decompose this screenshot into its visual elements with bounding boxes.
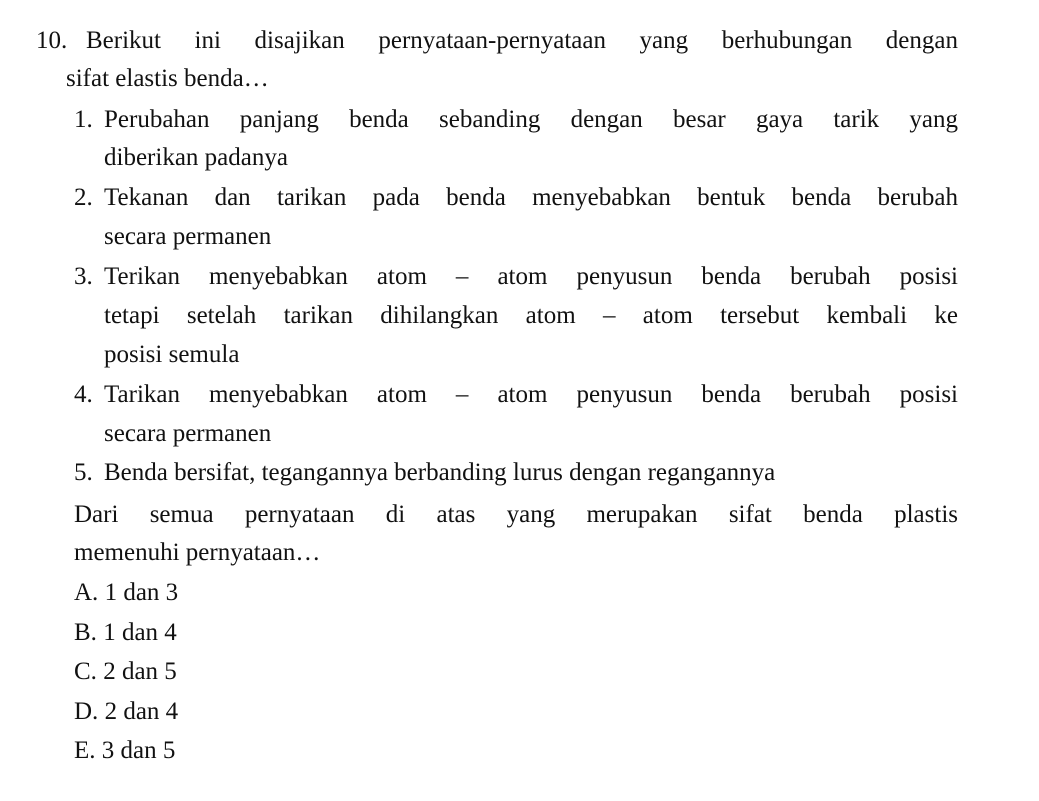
option-c-text: 2 dan 5 (103, 658, 177, 685)
option-a (74, 578, 178, 608)
option-a-letter: A. (74, 579, 99, 606)
statement-1-line1: Perubahan panjang benda sebanding dengan besar gaya tarik yang (104, 106, 958, 133)
option-b-text: 1 dan 4 (103, 619, 177, 646)
question-number: 10. (36, 27, 68, 54)
statement-5-number: 5. (74, 459, 93, 486)
option-e-letter: E. (74, 737, 96, 764)
option-b (74, 618, 177, 648)
prompt-line2: memenuhi pernyataan… (74, 539, 321, 566)
option-a-text: 1 dan 3 (104, 579, 179, 606)
statement-3-line3: posisi semula (104, 341, 240, 368)
statement-5-line1: Benda bersifat, tegangannya berbanding lurus dengan regangannya (104, 459, 776, 486)
prompt-line1: Dari semua pernyataan di atas yang merupakan sifat benda plastis (74, 501, 958, 528)
option-d-text: 2 dan 4 (104, 698, 179, 725)
statement-1-number: 1. (74, 106, 93, 133)
statement-3-number: 3. (74, 263, 93, 290)
statement-4-number: 4. (74, 381, 93, 408)
statement-2-line1: Tekanan dan tarikan pada benda menyebabkan bentuk benda berubah (104, 184, 958, 211)
statement-3-line1: Terikan menyebabkan atom – atom penyusun benda berubah posisi (104, 263, 958, 290)
option-c-letter: C. (74, 658, 97, 685)
statement-3-line2: tetapi setelah tarikan dihilangkan atom – atom tersebut kembali ke (104, 302, 958, 329)
option-e (74, 736, 175, 766)
option-b-letter: B. (74, 619, 97, 646)
question-stem-line2: sifat elastis benda… (66, 65, 269, 92)
statement-2-number: 2. (74, 184, 93, 211)
statement-2-line2: secara permanen (104, 223, 272, 250)
statement-4-line1: Tarikan menyebabkan atom – atom penyusun benda berubah posisi (104, 381, 958, 408)
option-d (74, 697, 178, 727)
option-e-text: 3 dan 5 (101, 737, 176, 764)
statement-4-line2: secara permanen (104, 420, 272, 447)
statement-1-line2: diberikan padanya (104, 144, 288, 171)
option-d-letter: D. (74, 698, 99, 725)
question-stem-line1: Berikut ini disajikan pernyataan-pernyataan yang berhubungan dengan (86, 27, 958, 54)
option-c (74, 657, 177, 687)
